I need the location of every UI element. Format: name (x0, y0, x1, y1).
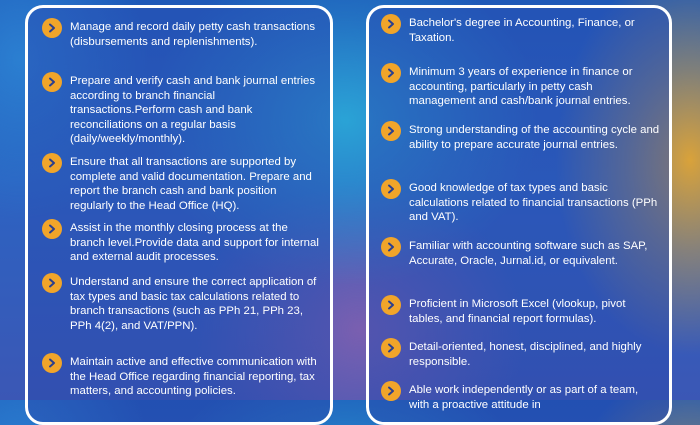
responsibilities-panel (25, 5, 333, 425)
chevron-right-icon (42, 18, 62, 38)
chevron-right-icon (381, 381, 401, 401)
list-item-text: Minimum 3 years of experience in finance or accounting, particularly in petty cash management and cash/bank journal entries. (409, 66, 633, 108)
list-item (42, 355, 322, 399)
chevron-right-icon (381, 338, 401, 358)
chevron-right-icon (42, 353, 62, 373)
chevron-right-icon (42, 219, 62, 239)
chevron-right-icon (381, 121, 401, 141)
list-item-text: Ensure that all transactions are supported by complete and valid documentation. Prepare and report the branch cash and bank position regularly to the Head Office (HQ). (70, 156, 312, 212)
list-item-text: Proficient in Microsoft Excel (vlookup, pivot tables, and financial report formulas). (409, 298, 626, 325)
list-item (381, 181, 661, 225)
chevron-right-icon (381, 179, 401, 199)
list-item-text: Prepare and verify cash and bank journal entries according to branch financial transactions.Perform cash and bank reconciliations on a regular basis (daily/weekly/monthly). (70, 75, 316, 146)
list-item-text: Good knowledge of tax types and basic calculations related to financial transactions (PPh and VAT). (409, 182, 658, 224)
list-item-text: Maintain active and effective communication with the Head Office regarding financial reporting, tax matters, and accounting policies. (70, 356, 317, 398)
list-item (42, 221, 322, 265)
chevron-right-icon (381, 295, 401, 315)
chevron-right-icon (381, 14, 401, 34)
list-item (381, 16, 661, 45)
qualifications-panel (366, 5, 672, 425)
chevron-right-icon (42, 72, 62, 92)
list-item-text: Understand and ensure the correct application of tax types and basic tax calculations related to branch transactions (such as PPh 21, PPh 23, PPh 4(2), and VAT/PPN). (70, 276, 317, 332)
list-item (381, 383, 661, 412)
list-item (42, 74, 322, 147)
list-item (381, 123, 661, 152)
list-item (42, 275, 322, 333)
list-item-text: Assist in the monthly closing process at the branch level.Provide data and support for internal and external audit processes. (70, 222, 319, 264)
list-item (42, 20, 322, 49)
chevron-right-icon (42, 153, 62, 173)
chevron-right-icon (42, 273, 62, 293)
list-item-text: Detail-oriented, honest, disciplined, and highly responsible. (409, 341, 642, 368)
list-item (381, 297, 661, 326)
list-item (42, 155, 322, 213)
chevron-right-icon (381, 63, 401, 83)
list-item (381, 340, 661, 369)
list-item (381, 65, 661, 109)
list-item-text: Able work independently or as part of a team, with a proactive attitude in (409, 384, 639, 411)
list-item-text: Familiar with accounting software such as SAP, Accurate, Oracle, Jurnal.id, or equivalent. (409, 240, 648, 267)
chevron-right-icon (381, 237, 401, 257)
list-item-text: Bachelor's degree in Accounting, Finance, or Taxation. (409, 17, 635, 44)
list-item (381, 239, 661, 268)
list-item-text: Strong understanding of the accounting cycle and ability to prepare accurate journal entries. (409, 124, 660, 151)
list-item-text: Manage and record daily petty cash transactions (disbursements and replenishments). (70, 21, 316, 48)
